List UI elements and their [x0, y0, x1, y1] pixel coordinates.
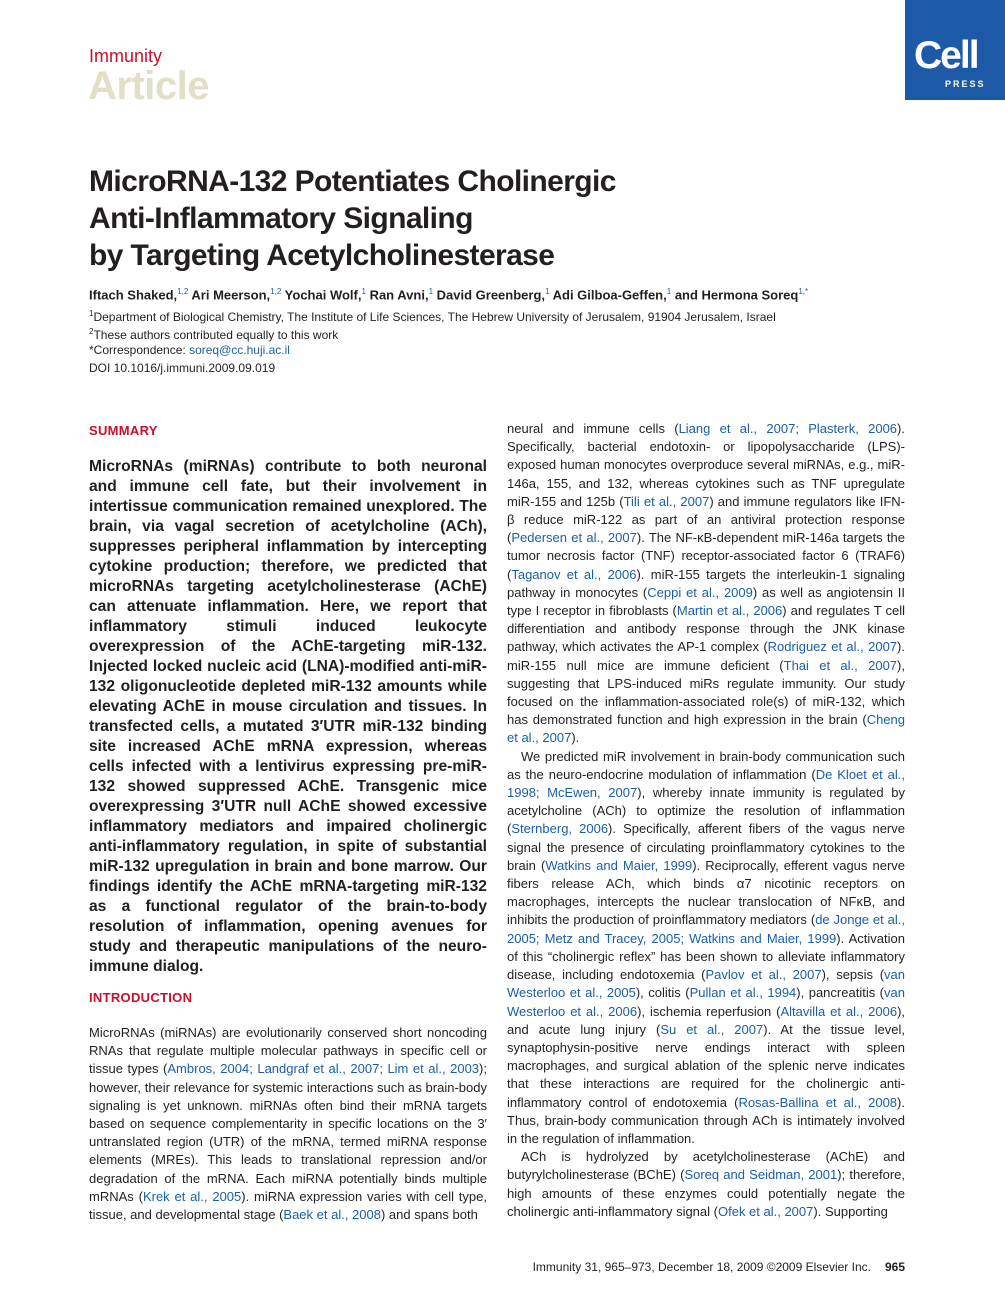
body-text: ). miR-155 targets the interleukin-1 signaling pathway in monocytes ( — [507, 566, 905, 600]
body-text: ACh is hydrolyzed by acetylcholinesterase (AChE) and butyrylcholinesterase (BChE) ( — [507, 1149, 905, 1183]
author-name: David Greenberg, — [436, 287, 546, 303]
logo-wordmark: Cell — [914, 34, 978, 77]
author-name: Ran Avni, — [369, 287, 429, 303]
correspondence: *Correspondence: soreq@cc.huji.ac.il — [89, 343, 290, 357]
body-text: ). miRNA expression varies with cell type, tissue, and developmental stage ( — [89, 1188, 487, 1223]
introduction-heading: INTRODUCTION — [89, 990, 193, 1005]
author-affiliation-mark: 1,* — [798, 287, 809, 296]
author-name: Yochai Wolf, — [284, 287, 362, 303]
article-type-label: Article — [88, 64, 209, 108]
body-text: We predicted miR involvement in brain-body communication such as the neuro-endocrine modulation of inflammation ( — [507, 748, 905, 782]
summary-text: MicroRNAs (miRNAs) contribute to both neuronal and immune cell fate, but their involvement in intertissue communication remained unexplored. The brain, via vagal secretion of acetylcholine (ACh), suppresses peripheral inflammation by intercepting cytokine production; therefore, we predicted that microRNAs targeting acetylcholinesterase (AChE) can attenuate inflammation. Here, we report that inflammatory stimuli induced leukocyte overexpression of the AChE-targeting miR-132. Injected locked nucleic acid (LNA)-modified anti-miR-132 oligonucleotide depleted miR-132 amounts while elevating AChE in mouse circulation and tissues. In transfected cells, a mutated 3′UTR miR-132 binding site increased AChE mRNA expression, whereas cells infected with a lentivirus expressing pre-miR-132 showed suppressed AChE. Transgenic mice overexpressing 3′UTR null AChE showed excessive inflammatory mediators and impaired cholinergic anti-inflammatory regulation, in spite of substantial miR-132 upregulation in brain and bone marrow. Our findings identify the AChE mRNA-targeting miR-132 as a functional regulator of the brain-to-body resolution of inflammation, opening avenues for study and therapeutic manipulations of the neuro-immune dialog. — [89, 458, 487, 975]
citation-link[interactable]: Pedersen et al., 2007 — [511, 530, 637, 546]
citation-link[interactable]: Liang et al., 2007; Plasterk, 2006 — [678, 421, 898, 436]
body-text: ) and immune regulators like IFN-β reduce miR-122 as part of an antiviral protection response ( — [507, 493, 905, 546]
body-text: ). Specifically, bacterial endotoxin- or lipopolysaccharide (LPS)-exposed human monocytes overproduce several miRNAs, e.g., miR-146a, 155, and 132, whereas cytokines such as TNF upregulate miR-155 and 125b ( — [507, 421, 905, 509]
body-text: ). Supporting — [813, 1203, 888, 1219]
author-affiliation-mark: 1 — [361, 287, 366, 296]
citation-link[interactable]: Cheng et al., 2007 — [507, 712, 905, 746]
body-text: ). Activation of this “cholinergic reflex” has been shown to alleviate inflammatory disease, including endotoxemia ( — [507, 930, 905, 983]
body-paragraph — [507, 748, 905, 1148]
journal-name: Immunity — [89, 46, 163, 66]
title-line: by Targeting Acetylcholinesterase — [89, 239, 555, 272]
body-text: ) and spans both — [380, 1207, 478, 1223]
citation-link[interactable]: Rosas-Ballina et al., 2008 — [738, 1094, 898, 1110]
citation-link[interactable]: Pavlov et al., 2007 — [705, 967, 822, 983]
cell-press-logo — [905, 0, 1005, 100]
body-text: ). — [571, 730, 580, 746]
body-text: neural and immune cells ( — [507, 421, 679, 436]
citation-link[interactable]: Rodriguez et al., 2007 — [767, 639, 898, 655]
title-line: MicroRNA-132 Potentiates Cholinergic — [89, 165, 616, 198]
correspondence-email-link[interactable]: soreq@cc.huji.ac.il — [189, 343, 290, 357]
citation-link[interactable]: Sternberg, 2006 — [511, 821, 609, 837]
citation-link[interactable]: Ceppi et al., 2009 — [647, 584, 753, 600]
body-text: ), and acute lung injury ( — [507, 1003, 906, 1037]
citation-link[interactable]: Soreq and Seidman, 2001 — [684, 1167, 838, 1183]
citation-link[interactable]: van Westerloo et al., 2006 — [507, 985, 905, 1019]
footer-citation: Immunity 31, 965–973, December 18, 2009 ©2009 Elsevier Inc. — [532, 1260, 871, 1274]
body-text: ), sepsis ( — [821, 967, 885, 983]
author-name: Ari Meerson, — [191, 287, 271, 303]
citation-link[interactable]: Martin et al., 2006 — [676, 603, 783, 619]
author-list — [89, 287, 808, 302]
body-text: ), colitis ( — [635, 985, 690, 1001]
citation-link[interactable]: Watkins and Maier, 1999 — [545, 857, 693, 873]
page-footer — [533, 1260, 905, 1274]
body-text: ), whereby innate immunity is regulated by acetylcholine (ACh) to optimize the resolution of inflammation ( — [507, 785, 905, 837]
body-text: ). Specifically, afferent fibers of the vagus nerve signal the presence of circulating proinflammatory cytokines to the brain ( — [507, 821, 905, 873]
author-name: Adi Gilboa-Geffen, — [552, 287, 667, 303]
citation-link[interactable]: de Jonge et al., 2005; Metz and Tracey, 2005; Watkins and Maier, 1999 — [507, 912, 905, 946]
body-text: MicroRNAs (miRNAs) are evolutionarily conserved short noncoding RNAs that regulate multiple molecular pathways in specific cell or tissue types ( — [89, 1025, 487, 1077]
logo-subtext: PRESS — [945, 79, 986, 89]
affiliation-1: $^1$Department of Biological Chemistry, The Institute of Life Sciences, The Hebrew University of Jerusalem, 91904 Jerusalem, Israel — [89, 309, 776, 324]
body-text: ), pancreatitis ( — [796, 985, 885, 1001]
summary-heading: SUMMARY — [89, 423, 158, 438]
citation-link[interactable]: Taganov et al., 2006 — [511, 566, 637, 582]
author-affiliation-mark: 1,2 — [270, 287, 282, 296]
citation-link[interactable]: Ambros, 2004; Landgraf et al., 2007; Lim et al., 2003 — [167, 1061, 480, 1077]
citation-link[interactable]: Thai et al., 2007 — [783, 657, 898, 673]
page-number: 965 — [884, 1260, 905, 1274]
citation-link[interactable]: Baek et al., 2008 — [283, 1207, 381, 1223]
body-text: ). Reciprocally, efferent vagus nerve fibers release ACh, which binds α7 nicotinic receptors on macrophages, intercepts the nuclear translocation of NFκB, and inhibits the production of proinflammatory mediators ( — [507, 857, 905, 928]
article-title — [89, 163, 809, 274]
body-text: ), ischemia reperfusion ( — [637, 1003, 781, 1019]
author-name: Iftach Shaked, — [89, 287, 178, 303]
body-text: ) and regulates T cell differentiation and antibody response through the JNK kinase pathway, which activates the AP-1 complex ( — [507, 603, 905, 655]
author-affiliation-mark: 1 — [428, 287, 434, 296]
body-text: ) as well as angiotensin II type I receptor in fibroblasts ( — [507, 584, 905, 619]
body-paragraph — [507, 1148, 905, 1221]
affiliation-2: $^2$These authors contributed equally to this work — [89, 327, 339, 342]
author-affiliation-mark: 1,2 — [177, 287, 189, 296]
body-text: ). Thus, brain-body communication through ACh is intimately involved in the regulation of inflammation. — [507, 1094, 905, 1146]
citation-link[interactable]: Tili et al., 2007 — [623, 493, 710, 509]
introduction-left-column — [89, 1024, 487, 1224]
introduction-right-column — [507, 420, 905, 1221]
body-text: ); however, their relevance for systemic interactions such as brain-body signaling is yet unknown. miRNAs often bind their mRNA targets based on sequence complementarity in specific locations on the 3′ untranslated region (UTR) of the mRNA, termed miRNA response elements (MREs). This leads to translational repression and/or degradation of the mRNA. Each miRNA potentially binds multiple mRNAs ( — [89, 1061, 487, 1204]
citation-link[interactable]: Altavilla et al., 2006 — [780, 1003, 898, 1019]
title-line: Anti-Inflammatory Signaling — [89, 202, 473, 235]
body-text: ), suggesting that LPS-induced miRs regulate immunity. Our study focused on the inflammation-associated role(s) of miR-132, which has demonstrated function and high expression in the brain ( — [507, 657, 905, 728]
body-text: ). miR-155 null mice are immune deficient ( — [507, 639, 905, 673]
author-affiliation-mark: 1 — [666, 287, 672, 296]
body-text: ). The NF-κB-dependent miR-146a targets the tumor necrosis factor (TNF) receptor-associated factor 6 (TRAF6) ( — [507, 530, 905, 582]
body-paragraph — [89, 1024, 487, 1224]
body-text: ). At the tissue level, synaptophysin-positive nerve endings interact with spleen macrophages, and surgical ablation of the splenic nerve indicates that these interactions are required for the cholinergic anti-inflammatory control of endotoxemia ( — [507, 1021, 905, 1110]
citation-link[interactable]: Su et al., 2007 — [660, 1021, 764, 1037]
citation-link[interactable]: Pullan et al., 1994 — [689, 985, 797, 1001]
citation-link[interactable]: Ofek et al., 2007 — [717, 1203, 814, 1219]
citation-link[interactable]: van Westerloo et al., 2005 — [507, 967, 905, 1001]
author-name: and Hermona Soreq — [674, 287, 799, 303]
citation-link[interactable]: Krek et al., 2005 — [142, 1188, 242, 1204]
doi: DOI 10.1016/j.immuni.2009.09.019 — [89, 361, 276, 375]
citation-link[interactable]: De Kloet et al., 1998; McEwen, 2007 — [507, 766, 905, 801]
body-text: ); therefore, high amounts of these enzymes could potentially negate the cholinergic anti-inflammatory signal ( — [507, 1167, 905, 1219]
author-affiliation-mark: 1 — [545, 287, 550, 296]
body-paragraph — [507, 420, 905, 748]
